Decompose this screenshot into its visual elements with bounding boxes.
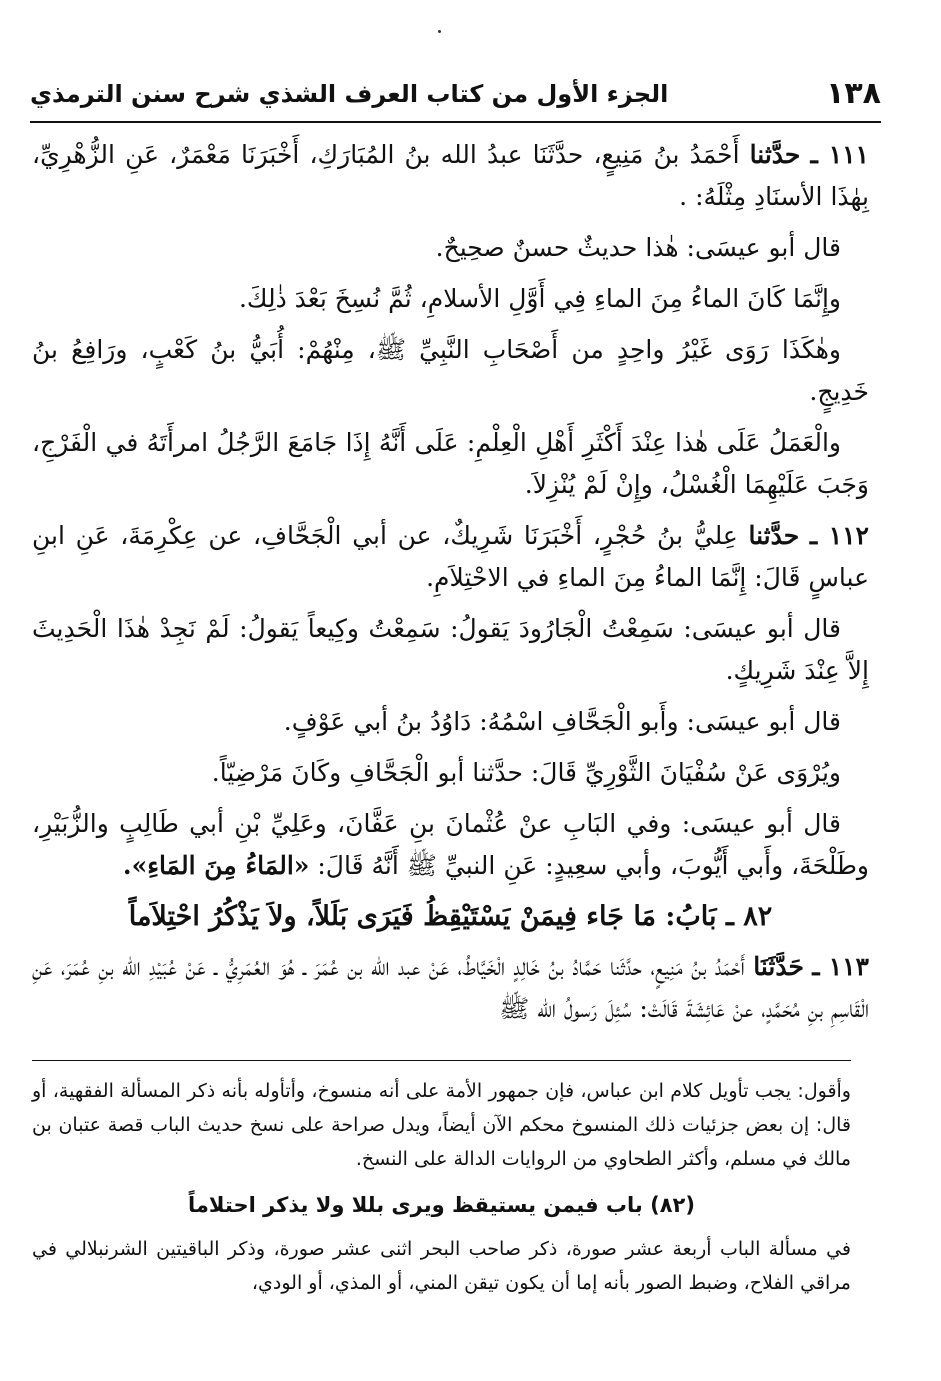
main-text bbox=[32, 134, 869, 1030]
hadith-113-number: ١١٣ ـ bbox=[812, 952, 869, 981]
running-title: الجزء الأول من كتاب العرف الشذي شرح سنن الترمذي bbox=[30, 80, 669, 108]
hadith-111-text: أَحْمَدُ بنُ مَنِيعٍ، حدَّثَنَا عبدُ الله بنُ المُبَارَكِ، أَخْبَرَنَا مَعْمَرٌ، عَنِ الزُّهْرِيِّ، بِهٰذَا الأسنَادِ مِثْلَهُ: . bbox=[32, 140, 869, 211]
quoted-hadith: «المَاءُ مِنَ المَاءِ». bbox=[122, 851, 310, 880]
hadith-112-number: ١١٢ ـ bbox=[809, 521, 869, 550]
hadith-112-lead: حدَّثنا bbox=[748, 521, 800, 550]
commentary-paragraph: وأقول: يجب تأويل كلام ابن عباس، فإن جمهور الأمة على أنه منسوخ، وأتأوله بأنه ذكر المسألة الفقهية، أو قال: إن بعض جزئيات ذلك المنسوخ محكم الآن أيضاً، ويدل صراحة على نسخ حديث الباب قصة عتبان بن مالك في مسلم، وأكثر الطحاوي من الروايات الدالة على النسخ. bbox=[32, 1080, 851, 1170]
paragraph: قال أبو عيسَى: هٰذا حديثٌ حسنٌ صحِيحٌ. bbox=[435, 233, 841, 262]
hadith-113 bbox=[32, 946, 869, 1030]
paragraph: والْعَمَلُ عَلَى هٰذا عِنْدَ أَكْثَرِ أَهْلِ الْعِلْمِ: عَلَى أَنَّهُ إِذَا جَامَعَ الرَّجُلُ امرأَتَهُ في الْفَرْجِ، وَجَبَ عَلَيْهِمَا الْغُسْلُ، وإِنْ لَمْ يُنْزِلاَ. bbox=[32, 428, 869, 499]
commentary-paragraph: في مسألة الباب أربعة عشر صورة، ذكر صاحب البحر اثنى عشر صورة، وذكر الباقيتين الشرنبلالي في مراقي الفلاح، وضبط الصور بأنه إما أن يكون تيقن المني، أو المذي، أو الودي، bbox=[32, 1238, 851, 1294]
page-number: ١٣٨ bbox=[826, 76, 881, 111]
footnote-rule bbox=[32, 1060, 851, 1061]
hadith-111-lead: حدَّثنا bbox=[749, 140, 801, 169]
hadith-111 bbox=[32, 134, 869, 218]
paragraph-text: قال أبو عيسَى: وفي البَابِ عنْ عُثْمانَ بنِ عَفَّانَ، وعَلِيِّ بْنِ أبي طَالِبٍ والزُّبَيْرِ، وطَلْحَةَ، وأَبي أَيُّوبَ، وأبي سعِيدٍ: عَنِ النبيِّ ﷺ أَنَّهُ قَالَ: bbox=[32, 809, 869, 880]
hadith-112 bbox=[32, 515, 869, 599]
hadith-113-text: أَحْمَدُ بنُ مَنِيعٍ، حدَّثَنا حَمَّادُ بنُ خَالِدٍ الْخَيَّاطُ، عَنْ عبد الله بن عُمَرَ ـ هُوَ العُمَرِيُّ ـ عَنْ عُبَيْدِ الله بنِ عُمَرَ، عَنِ الْقَاسِمِ بنِ مُحَمَّدٍ، عنْ عَائِشَةَ قَالَتْ: سُئِلَ رَسولُ الله ﷺ bbox=[32, 952, 869, 1023]
paragraph: وإِنَّمَا كَانَ الماءُ مِنَ الماءِ فِي أَوَّلِ الأسلامِ، ثُمَّ نُسِخَ بَعْدَ ذٰلِكَ. bbox=[238, 284, 841, 313]
commentary bbox=[32, 1074, 851, 1300]
hadith-111-number: ١١١ ـ bbox=[810, 140, 869, 169]
paragraph-chapter-refs bbox=[32, 803, 869, 887]
page-header bbox=[30, 72, 881, 118]
chapter-heading: ٨٢ ـ بَابُ: مَا جَاء فِيمَنْ يَسْتَيْقِظُ فَيَرَى بَلَلاً، ولاَ يَذْكُرُ احْتِلاَماً bbox=[128, 901, 773, 932]
header-rule bbox=[30, 121, 881, 123]
paragraph: ويُرْوَى عَنْ سُفْيَانَ الثَّوْرِيِّ قَالَ: حدَّثنا أبو الْجَحَّافِ وكَانَ مَرْضِيّاً. bbox=[211, 758, 841, 787]
paragraph: قال أبو عيسَى: سَمِعْتُ الْجَارُودَ يَقولُ: سَمِعْتُ وكِيعاً يَقولُ: لَمْ نَجِدْ هٰذَا الْحَدِيثَ إِلاَّ عِنْدَ شَرِيكٍ. bbox=[32, 614, 869, 685]
paragraph: وهٰكَذَا رَوَى غَيْرُ واحِدٍ من أَصْحَابِ النَّبِيِّ ﷺ، مِنْهُمْ: أُبَيُّ بنُ كَعْبٍ، ورَافِعُ بنُ خَدِيجٍ. bbox=[32, 335, 869, 406]
page-mark bbox=[438, 30, 441, 33]
commentary-heading: (٨٢) باب فيمن يستيقظ ويرى بللا ولا يذكر احتلاماً bbox=[188, 1193, 695, 1217]
hadith-113-lead: حَدَّثَنَا bbox=[753, 952, 804, 981]
paragraph: قال أبو عيسَى: وأَبو الْجَحَّافِ اسْمُهُ: دَاوُدُ بنُ أبي عَوْفٍ. bbox=[283, 707, 841, 736]
hadith-112-text: عِليُّ بنُ حُجْرٍ، أَخْبَرَنَا شَرِيكٌ، عن أبي الْجَحَّافِ، عن عِكْرِمَةَ، عَنِ ابنِ عباسٍ قَالَ: إِنَّمَا الماءُ مِنَ الماءِ في الاحْتِلاَمِ. bbox=[32, 521, 869, 592]
